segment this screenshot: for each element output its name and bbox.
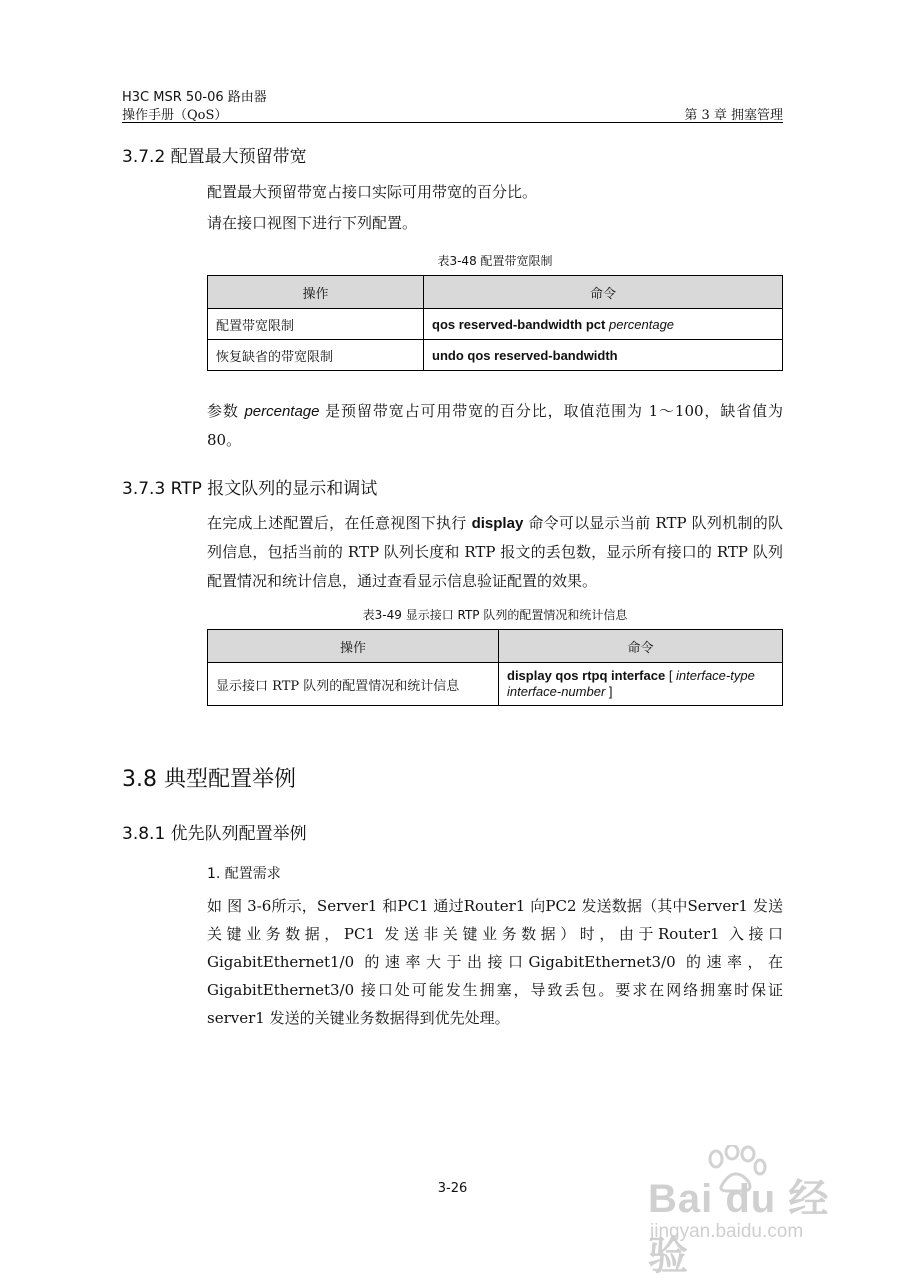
bracket-open: [: [665, 668, 677, 683]
table-header-command: 命令: [424, 276, 783, 309]
table-row: [208, 340, 783, 371]
table-row: [208, 309, 783, 340]
baidu-watermark: [640, 1145, 860, 1278]
page-number: 3-26: [437, 1181, 468, 1196]
command-keyword: qos reserved-bandwidth pct: [432, 316, 609, 332]
command-parameter: interface-type interface-number: [507, 668, 755, 699]
table-3-49-caption: 表3-49 显示接口 RTP 队列的配置情况和统计信息: [362, 608, 628, 622]
command-keyword: undo qos reserved-bandwidth: [432, 347, 618, 363]
section-3-7-2-note: [207, 397, 783, 455]
table-header-operation: 操作: [208, 630, 499, 663]
section-3-8-1-title: 3.8.1 优先队列配置举例: [122, 824, 307, 844]
table-header-operation: 操作: [208, 276, 424, 309]
page-header: [122, 86, 783, 123]
bracket-close: ]: [605, 684, 613, 699]
table-cell-operation: 恢复缺省的带宽限制: [208, 340, 424, 371]
header-product: H3C MSR 50-06 路由器: [122, 90, 267, 105]
section-3-8-1-paragraph: 如 图 3-6所示，Server1 和PC1 通过Router1 向PC2 发送数据（其中Server1 发送关键业务数据，PC1 发送非关键业务数据）时，由于Router1 入接口GigabitEthernet1/0 的速率大于出接口GigabitEthernet3/0 的速率，在GigabitEthernet3/0 接口处可能发生拥塞，导致丢包。要求在网络拥塞时保证server1 发送的关键业务数据得到优先处理。: [207, 897, 783, 1027]
para-prefix: 在完成上述配置后，在任意视图下执行: [207, 514, 472, 532]
table-cell-command: [424, 309, 783, 340]
note-parameter: percentage: [244, 403, 320, 420]
table-header-row: [208, 630, 783, 663]
section-3-8-title: 3.8 典型配置举例: [122, 767, 296, 792]
note-text: 是预留带宽占可用带宽的百分比，取值范围为 1～100，缺省值为 80。: [207, 402, 783, 449]
command-keyword: display qos rtpq interface: [507, 668, 666, 683]
table-row: [208, 663, 783, 706]
table-header-row: [208, 276, 783, 309]
para-command: display: [471, 515, 524, 532]
para-suffix: 命令可以显示当前 RTP 队列机制的队列信息，包括当前的 RTP 队列长度和 RTP 报文的丢包数，显示所有接口的 RTP 队列配置情况和统计信息，通过查看显示信息验证配置的效果。: [207, 514, 783, 590]
watermark-brand: Bai du 经验: [648, 1177, 830, 1278]
table-3-49: [207, 629, 783, 706]
section-3-7-3-title: 3.7.3 RTP 报文队列的显示和调试: [122, 479, 378, 499]
note-prefix: 参数: [207, 402, 245, 420]
watermark-url: jingyan.baidu.com: [650, 1221, 804, 1242]
section-3-7-2-title: 3.7.2 配置最大预留带宽: [122, 147, 307, 167]
header-chapter: 第 3 章 拥塞管理: [684, 108, 783, 123]
table-cell-operation: 配置带宽限制: [208, 309, 424, 340]
section-3-7-2-intro2: 请在接口视图下进行下列配置。: [207, 214, 418, 232]
section-3-7-2-intro1: 配置最大预留带宽占接口实际可用带宽的百分比。: [207, 183, 538, 201]
table-header-command: 命令: [499, 630, 783, 663]
table-cell-command: [499, 663, 783, 706]
section-3-8-1-subtitle: 1. 配置需求: [207, 866, 281, 882]
table-cell-operation: 显示接口 RTP 队列的配置情况和统计信息: [208, 663, 499, 706]
section-3-7-3-paragraph: [207, 509, 783, 596]
header-manual: 操作手册（QoS）: [122, 108, 228, 123]
table-3-48: [207, 275, 783, 371]
table-cell-command: [424, 340, 783, 371]
table-3-48-caption: 表3-48 配置带宽限制: [437, 254, 553, 268]
command-parameter: percentage: [608, 316, 675, 332]
